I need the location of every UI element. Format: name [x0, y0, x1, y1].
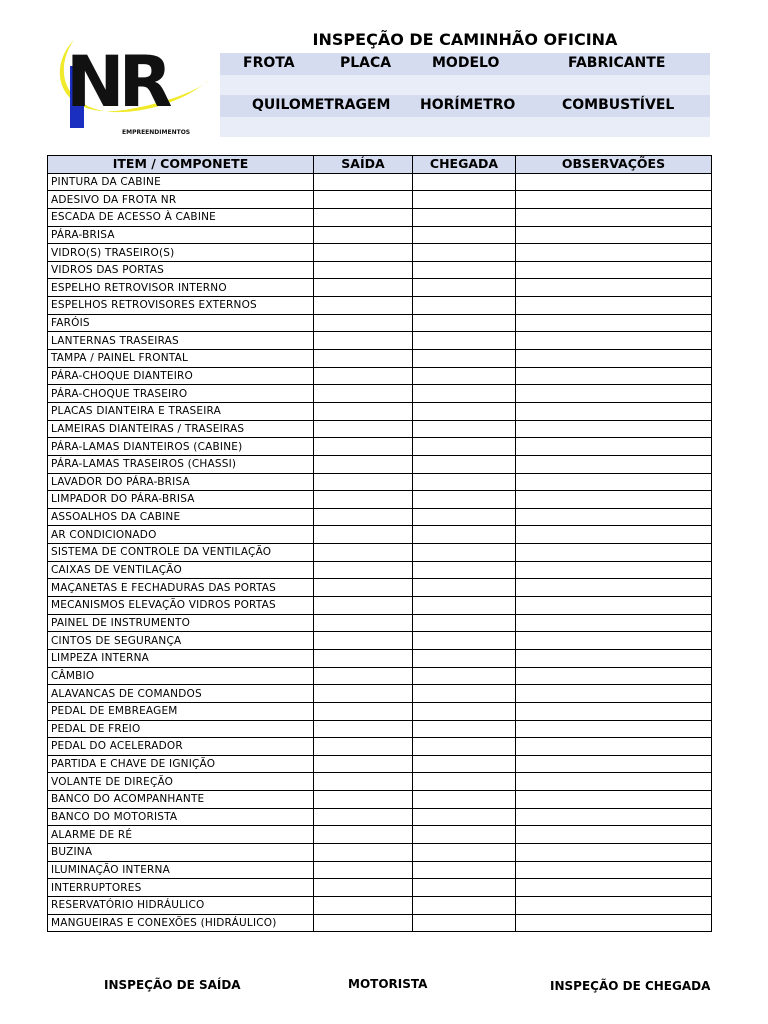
- observacoes-cell[interactable]: [516, 843, 712, 861]
- saida-cell[interactable]: [314, 420, 413, 438]
- saida-cell[interactable]: [314, 191, 413, 209]
- item-label: BANCO DO MOTORISTA: [48, 808, 314, 826]
- chegada-cell[interactable]: [413, 879, 516, 897]
- observacoes-cell[interactable]: [516, 579, 712, 597]
- chegada-cell[interactable]: [413, 420, 516, 438]
- observacoes-cell[interactable]: [516, 420, 712, 438]
- table-row: [48, 438, 712, 456]
- header-horimetro: HORÍMETRO: [420, 97, 516, 113]
- observacoes-cell[interactable]: [516, 279, 712, 297]
- saida-cell[interactable]: [314, 473, 413, 491]
- table-row: [48, 755, 712, 773]
- observacoes-cell[interactable]: [516, 685, 712, 703]
- observacoes-cell[interactable]: [516, 544, 712, 562]
- observacoes-cell[interactable]: [516, 879, 712, 897]
- chegada-cell[interactable]: [413, 332, 516, 350]
- chegada-cell[interactable]: [413, 896, 516, 914]
- observacoes-cell[interactable]: [516, 244, 712, 262]
- header-field-row-2[interactable]: [220, 117, 710, 137]
- chegada-cell[interactable]: [413, 279, 516, 297]
- col-saida: SAÍDA: [314, 156, 413, 174]
- observacoes-cell[interactable]: [516, 914, 712, 932]
- table-row: [48, 702, 712, 720]
- saida-cell[interactable]: [314, 173, 413, 191]
- saida-cell[interactable]: [314, 332, 413, 350]
- item-label: CÂMBIO: [48, 667, 314, 685]
- observacoes-cell[interactable]: [516, 297, 712, 315]
- observacoes-cell[interactable]: [516, 755, 712, 773]
- table-row: [48, 297, 712, 315]
- observacoes-cell[interactable]: [516, 367, 712, 385]
- table-row: [48, 561, 712, 579]
- table-row: [48, 385, 712, 403]
- table-row: [48, 314, 712, 332]
- table-row: [48, 332, 712, 350]
- item-label: CAIXAS DE VENTILAÇÃO: [48, 561, 314, 579]
- chegada-cell[interactable]: [413, 244, 516, 262]
- observacoes-cell[interactable]: [516, 649, 712, 667]
- footer-inspecao-saida: INSPEÇÃO DE SAÍDA: [104, 978, 241, 992]
- saida-cell[interactable]: [314, 226, 413, 244]
- observacoes-cell[interactable]: [516, 332, 712, 350]
- item-label: PÁRA-LAMAS TRASEIROS (CHASSI): [48, 455, 314, 473]
- saida-cell[interactable]: [314, 455, 413, 473]
- table-row: [48, 614, 712, 632]
- item-label: PAINEL DE INSTRUMENTO: [48, 614, 314, 632]
- table-row: [48, 226, 712, 244]
- header-combustivel: COMBUSTÍVEL: [562, 97, 675, 113]
- item-label: PÁRA-CHOQUE DIANTEIRO: [48, 367, 314, 385]
- chegada-cell[interactable]: [413, 614, 516, 632]
- item-label: VIDRO(S) TRASEIRO(S): [48, 244, 314, 262]
- checklist-table: [47, 155, 712, 932]
- table-row: [48, 579, 712, 597]
- item-label: PEDAL DE EMBREAGEM: [48, 702, 314, 720]
- saida-cell[interactable]: [314, 896, 413, 914]
- saida-cell[interactable]: [314, 685, 413, 703]
- saida-cell[interactable]: [314, 279, 413, 297]
- chegada-cell[interactable]: [413, 402, 516, 420]
- observacoes-cell[interactable]: [516, 455, 712, 473]
- item-label: MANGUEIRAS E CONEXÕES (HIDRÁULICO): [48, 914, 314, 932]
- chegada-cell[interactable]: [413, 773, 516, 791]
- table-row: [48, 473, 712, 491]
- item-label: PÁRA-LAMAS DIANTEIROS (CABINE): [48, 438, 314, 456]
- table-row: [48, 791, 712, 809]
- observacoes-cell[interactable]: [516, 526, 712, 544]
- item-label: AR CONDICIONADO: [48, 526, 314, 544]
- table-row: [48, 350, 712, 368]
- chegada-cell[interactable]: [413, 861, 516, 879]
- item-label: MAÇANETAS E FECHADURAS DAS PORTAS: [48, 579, 314, 597]
- chegada-cell[interactable]: [413, 632, 516, 650]
- table-row: [48, 649, 712, 667]
- item-label: ESPELHO RETROVISOR INTERNO: [48, 279, 314, 297]
- observacoes-cell[interactable]: [516, 808, 712, 826]
- table-row: [48, 826, 712, 844]
- observacoes-cell[interactable]: [516, 508, 712, 526]
- nr-logo: [52, 28, 212, 140]
- observacoes-cell[interactable]: [516, 473, 712, 491]
- table-row: [48, 773, 712, 791]
- observacoes-cell[interactable]: [516, 861, 712, 879]
- table-row: [48, 455, 712, 473]
- observacoes-cell[interactable]: [516, 773, 712, 791]
- saida-cell[interactable]: [314, 579, 413, 597]
- chegada-cell[interactable]: [413, 808, 516, 826]
- item-label: VIDROS DAS PORTAS: [48, 261, 314, 279]
- item-label: SISTEMA DE CONTROLE DA VENTILAÇÃO: [48, 544, 314, 562]
- logo-letters: NR: [66, 41, 167, 123]
- chegada-cell[interactable]: [413, 720, 516, 738]
- table-row: [48, 526, 712, 544]
- item-label: BUZINA: [48, 843, 314, 861]
- chegada-cell[interactable]: [413, 191, 516, 209]
- observacoes-cell[interactable]: [516, 385, 712, 403]
- observacoes-cell[interactable]: [516, 826, 712, 844]
- chegada-cell[interactable]: [413, 843, 516, 861]
- item-label: ADESIVO DA FROTA NR: [48, 191, 314, 209]
- saida-cell[interactable]: [314, 791, 413, 809]
- observacoes-cell[interactable]: [516, 402, 712, 420]
- table-row: [48, 861, 712, 879]
- observacoes-cell[interactable]: [516, 702, 712, 720]
- observacoes-cell[interactable]: [516, 632, 712, 650]
- saida-cell[interactable]: [314, 544, 413, 562]
- observacoes-cell[interactable]: [516, 350, 712, 368]
- chegada-cell[interactable]: [413, 208, 516, 226]
- footer-inspecao-chegada: INSPEÇÃO DE CHEGADA: [550, 979, 711, 993]
- saida-cell[interactable]: [314, 402, 413, 420]
- chegada-cell[interactable]: [413, 826, 516, 844]
- saida-cell[interactable]: [314, 808, 413, 826]
- table-row: [48, 191, 712, 209]
- item-label: ESPELHOS RETROVISORES EXTERNOS: [48, 297, 314, 315]
- chegada-cell[interactable]: [413, 367, 516, 385]
- item-label: RESERVATÓRIO HIDRÁULICO: [48, 896, 314, 914]
- header-frota: FROTA: [243, 55, 295, 71]
- table-row: [48, 632, 712, 650]
- observacoes-cell[interactable]: [516, 720, 712, 738]
- chegada-cell[interactable]: [413, 561, 516, 579]
- chegada-cell[interactable]: [413, 508, 516, 526]
- observacoes-cell[interactable]: [516, 314, 712, 332]
- saida-cell[interactable]: [314, 526, 413, 544]
- observacoes-cell[interactable]: [516, 491, 712, 509]
- item-label: CINTOS DE SEGURANÇA: [48, 632, 314, 650]
- item-label: LAVADOR DO PÁRA-BRISA: [48, 473, 314, 491]
- item-label: ASSOALHOS DA CABINE: [48, 508, 314, 526]
- chegada-cell[interactable]: [413, 173, 516, 191]
- saida-cell[interactable]: [314, 297, 413, 315]
- item-label: LIMPEZA INTERNA: [48, 649, 314, 667]
- header-placa: PLACA: [340, 55, 392, 71]
- chegada-cell[interactable]: [413, 755, 516, 773]
- page-title: INSPEÇÃO DE CAMINHÃO OFICINA: [312, 30, 618, 49]
- header-row-1: [220, 53, 710, 75]
- table-row: [48, 597, 712, 615]
- table-header-row: [48, 156, 712, 174]
- item-label: LAMEIRAS DIANTEIRAS / TRASEIRAS: [48, 420, 314, 438]
- saida-cell[interactable]: [314, 244, 413, 262]
- chegada-cell[interactable]: [413, 544, 516, 562]
- col-observacoes: OBSERVAÇÕES: [516, 156, 712, 174]
- header-modelo: MODELO: [432, 55, 500, 71]
- footer-motorista: MOTORISTA: [348, 977, 428, 991]
- saida-cell[interactable]: [314, 861, 413, 879]
- observacoes-cell[interactable]: [516, 438, 712, 456]
- observacoes-cell[interactable]: [516, 226, 712, 244]
- item-label: PARTIDA E CHAVE DE IGNIÇÃO: [48, 755, 314, 773]
- table-row: [48, 508, 712, 526]
- table-row: [48, 879, 712, 897]
- item-label: BANCO DO ACOMPANHANTE: [48, 791, 314, 809]
- item-label: LANTERNAS TRASEIRAS: [48, 332, 314, 350]
- saida-cell[interactable]: [314, 385, 413, 403]
- saida-cell[interactable]: [314, 720, 413, 738]
- table-row: [48, 279, 712, 297]
- chegada-cell[interactable]: [413, 738, 516, 756]
- chegada-cell[interactable]: [413, 226, 516, 244]
- saida-cell[interactable]: [314, 491, 413, 509]
- saida-cell[interactable]: [314, 632, 413, 650]
- logo-subtitle: EMPREENDIMENTOS: [122, 129, 191, 136]
- table-row: [48, 491, 712, 509]
- saida-cell[interactable]: [314, 367, 413, 385]
- chegada-cell[interactable]: [413, 261, 516, 279]
- saida-cell[interactable]: [314, 914, 413, 932]
- saida-cell[interactable]: [314, 755, 413, 773]
- observacoes-cell[interactable]: [516, 614, 712, 632]
- item-label: PÁRA-CHOQUE TRASEIRO: [48, 385, 314, 403]
- table-row: [48, 808, 712, 826]
- table-row: [48, 896, 712, 914]
- table-row: [48, 420, 712, 438]
- item-label: LIMPADOR DO PÁRA-BRISA: [48, 491, 314, 509]
- item-label: PEDAL DE FREIO: [48, 720, 314, 738]
- saida-cell[interactable]: [314, 597, 413, 615]
- observacoes-cell[interactable]: [516, 597, 712, 615]
- item-label: PÁRA-BRISA: [48, 226, 314, 244]
- saida-cell[interactable]: [314, 438, 413, 456]
- table-row: [48, 208, 712, 226]
- table-row: [48, 720, 712, 738]
- table-row: [48, 843, 712, 861]
- observacoes-cell[interactable]: [516, 896, 712, 914]
- table-row: [48, 244, 712, 262]
- table-row: [48, 914, 712, 932]
- chegada-cell[interactable]: [413, 385, 516, 403]
- col-chegada: CHEGADA: [413, 156, 516, 174]
- chegada-cell[interactable]: [413, 491, 516, 509]
- saida-cell[interactable]: [314, 826, 413, 844]
- item-label: PLACAS DIANTEIRA E TRASEIRA: [48, 402, 314, 420]
- observacoes-cell[interactable]: [516, 667, 712, 685]
- observacoes-cell[interactable]: [516, 191, 712, 209]
- saida-cell[interactable]: [314, 702, 413, 720]
- item-label: ALARME DE RÉ: [48, 826, 314, 844]
- item-label: INTERRUPTORES: [48, 879, 314, 897]
- saida-cell[interactable]: [314, 773, 413, 791]
- chegada-cell[interactable]: [413, 438, 516, 456]
- saida-cell[interactable]: [314, 261, 413, 279]
- chegada-cell[interactable]: [413, 455, 516, 473]
- observacoes-cell[interactable]: [516, 738, 712, 756]
- item-label: ILUMINAÇÃO INTERNA: [48, 861, 314, 879]
- item-label: MECANISMOS ELEVAÇÃO VIDROS PORTAS: [48, 597, 314, 615]
- saida-cell[interactable]: [314, 208, 413, 226]
- saida-cell[interactable]: [314, 667, 413, 685]
- saida-cell[interactable]: [314, 350, 413, 368]
- table-row: [48, 261, 712, 279]
- saida-cell[interactable]: [314, 649, 413, 667]
- saida-cell[interactable]: [314, 738, 413, 756]
- item-label: FARÓIS: [48, 314, 314, 332]
- table-row: [48, 173, 712, 191]
- chegada-cell[interactable]: [413, 526, 516, 544]
- saida-cell[interactable]: [314, 614, 413, 632]
- chegada-cell[interactable]: [413, 685, 516, 703]
- col-item: ITEM / COMPONETE: [48, 156, 314, 174]
- chegada-cell[interactable]: [413, 597, 516, 615]
- chegada-cell[interactable]: [413, 473, 516, 491]
- item-label: VOLANTE DE DIREÇÃO: [48, 773, 314, 791]
- chegada-cell[interactable]: [413, 914, 516, 932]
- header-quilometragem: QUILOMETRAGEM: [252, 97, 391, 113]
- saida-cell[interactable]: [314, 843, 413, 861]
- item-label: ALAVANCAS DE COMANDOS: [48, 685, 314, 703]
- chegada-cell[interactable]: [413, 702, 516, 720]
- item-label: TAMPA / PAINEL FRONTAL: [48, 350, 314, 368]
- chegada-cell[interactable]: [413, 579, 516, 597]
- saida-cell[interactable]: [314, 561, 413, 579]
- header-row-2: [220, 95, 710, 117]
- chegada-cell[interactable]: [413, 667, 516, 685]
- observacoes-cell[interactable]: [516, 173, 712, 191]
- observacoes-cell[interactable]: [516, 261, 712, 279]
- item-label: PEDAL DO ACELERADOR: [48, 738, 314, 756]
- saida-cell[interactable]: [314, 879, 413, 897]
- observacoes-cell[interactable]: [516, 208, 712, 226]
- chegada-cell[interactable]: [413, 649, 516, 667]
- table-row: [48, 544, 712, 562]
- chegada-cell[interactable]: [413, 350, 516, 368]
- table-row: [48, 738, 712, 756]
- table-row: [48, 667, 712, 685]
- header-fabricante: FABRICANTE: [568, 55, 666, 71]
- item-label: ESCADA DE ACESSO À CABINE: [48, 208, 314, 226]
- chegada-cell[interactable]: [413, 791, 516, 809]
- observacoes-cell[interactable]: [516, 791, 712, 809]
- observacoes-cell[interactable]: [516, 561, 712, 579]
- table-row: [48, 402, 712, 420]
- chegada-cell[interactable]: [413, 314, 516, 332]
- table-row: [48, 685, 712, 703]
- header-field-row-1[interactable]: [220, 75, 710, 95]
- item-label: PINTURA DA CABINE: [48, 173, 314, 191]
- saida-cell[interactable]: [314, 508, 413, 526]
- table-row: [48, 367, 712, 385]
- saida-cell[interactable]: [314, 314, 413, 332]
- chegada-cell[interactable]: [413, 297, 516, 315]
